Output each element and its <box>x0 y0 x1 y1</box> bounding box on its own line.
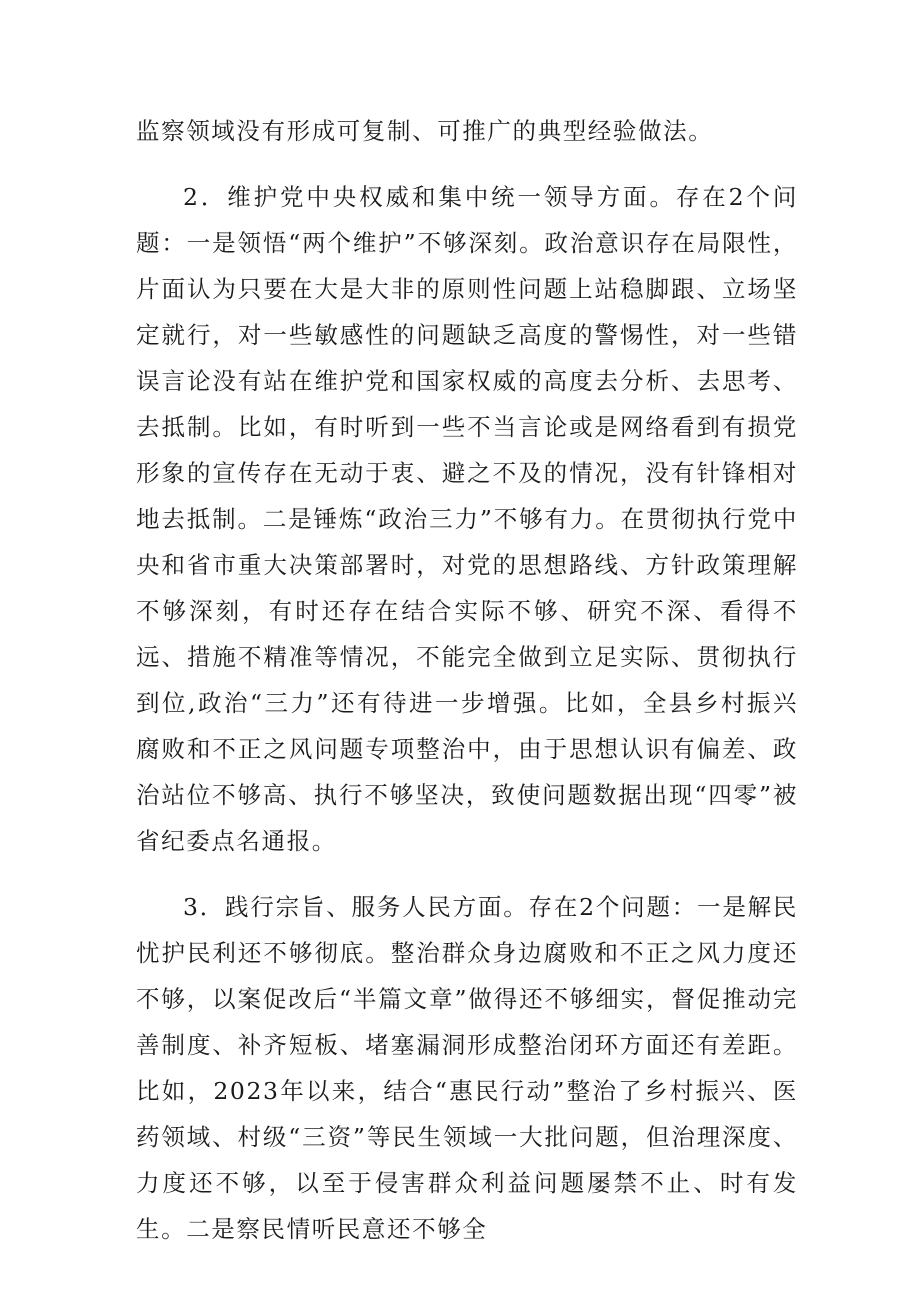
paragraph-section-3: 3．践行宗旨、服务人民方面。存在2个问题：一是解民忧护民利还不够彻底。整治群众身边腐败和不正之风力度还不够，以案促改后“半篇文章”做得还不够细实，督促推动完善制度、补齐短板、堵塞漏洞形成整治闭环方面还有差距。比如，2023年以来，结合“惠民行动”整治了乡村振兴、医药领域、村级“三资”等民生领域一大批问题，但治理深度、力度还不够，以至于侵害群众利益问题屡禁不止、时有发生。二是察民情听民意还不够全 <box>136 893 798 1243</box>
paragraph-continuation: 监察领域没有形成可复制、可推广的典型经验做法。 <box>136 117 714 145</box>
document-page <box>136 108 798 1252</box>
paragraph-section-2: 2．维护党中央权威和集中统一领导方面。存在2个问题：一是领悟“两个维护”不够深刻。政治意识存在局限性，片面认为只要在大是大非的原则性问题上站稳脚跟、立场坚定就行，对一些敏感性的问题缺乏高度的警惕性，对一些错误言论没有站在维护党和国家权威的高度去分析、去思考、去抵制。比如，有时听到一些不当言论或是网络看到有损党形象的宣传存在无动于衷、避之不及的情况，没有针锋相对地去抵制。二是锤炼“政治三力”不够有力。在贯彻执行党中央和省市重大决策部署时，对党的思想路线、方针政策理解不够深刻，有时还存在结合实际不够、研究不深、看得不远、措施不精准等情况，不能完全做到立足实际、贯彻执行到位,政治“三力”还有待进一步增强。比如，全县乡村振兴腐败和不正之风问题专项整治中，由于思想认识有偏差、政治站位不够高、执行不够坚决，致使问题数据出现“四零”被省纪委点名通报。 <box>136 183 798 855</box>
